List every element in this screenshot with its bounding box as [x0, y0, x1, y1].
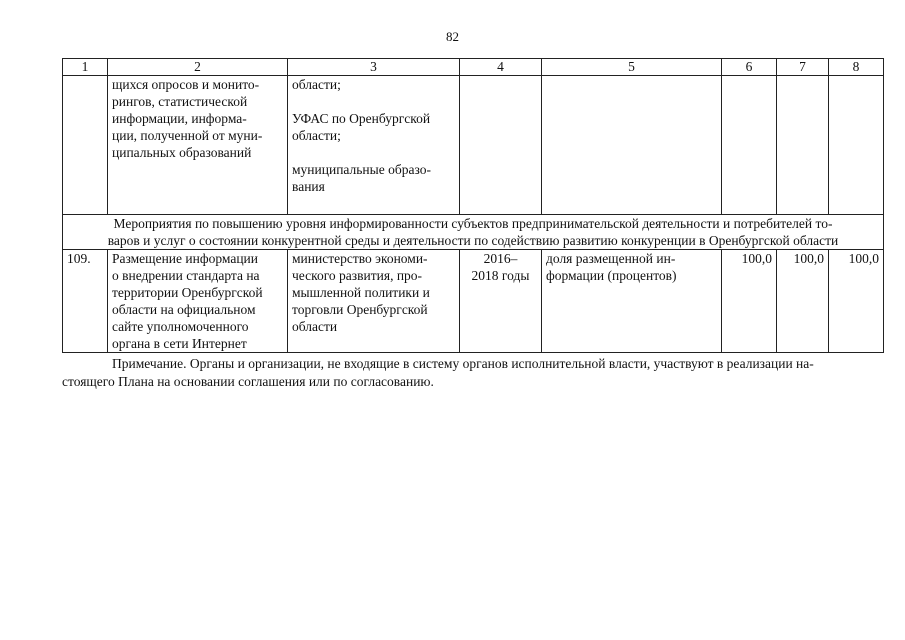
header-row — [63, 59, 884, 76]
continued-measure: щихся опросов и монито- рингов, статистической информации, информа- ции, полученной от муни- ципальных образований — [108, 76, 288, 215]
continued-col-6 — [722, 76, 777, 215]
note-text: Примечание. Органы и организации, не входящие в систему органов исполнительной власти, участвуют в реализации на- стоящего Плана на основании соглашения или по согласованию. — [62, 356, 814, 389]
header-col-7: 7 — [777, 59, 829, 76]
header-col-3: 3 — [288, 59, 460, 76]
section-row — [63, 215, 884, 250]
row-executor: министерство экономи- ческого развития, про- мышленной политики и торговли Оренбургской области — [288, 250, 460, 353]
table-row-109 — [63, 250, 884, 353]
continued-executor: области; УФАС по Оренбургской области; муниципальные образо- вания — [288, 76, 460, 215]
header-col-6: 6 — [722, 59, 777, 76]
header-col-5: 5 — [542, 59, 722, 76]
header-col-4: 4 — [460, 59, 542, 76]
continued-col-8 — [829, 76, 884, 215]
table-row-continued — [63, 76, 884, 215]
section-title: Мероприятия по повышению уровня информированности субъектов предпринимательской деятельности и потребителей то- варов и услуг о состоянии конкурентной среды и деятельности по содействию развитию конкуренции в Оренбургской области — [63, 215, 884, 250]
note-paragraph — [62, 355, 887, 391]
continued-col-4 — [460, 76, 542, 215]
row-value-7: 100,0 — [777, 250, 829, 353]
row-period: 2016– 2018 годы — [460, 250, 542, 353]
row-value-6: 100,0 — [722, 250, 777, 353]
continued-col-7 — [777, 76, 829, 215]
row-measure: Размещение информации о внедрении стандарта на территории Оренбургской области на официальном сайте уполномоченного органа в сети Интернет — [108, 250, 288, 353]
continued-col-1 — [63, 76, 108, 215]
header-col-1: 1 — [63, 59, 108, 76]
row-indicator: доля размещенной ин- формации (процентов) — [542, 250, 722, 353]
row-number: 109. — [63, 250, 108, 353]
header-col-8: 8 — [829, 59, 884, 76]
header-col-2: 2 — [108, 59, 288, 76]
continued-col-5 — [542, 76, 722, 215]
plan-table — [62, 58, 884, 353]
page-number: 82 — [446, 29, 459, 44]
row-value-8: 100,0 — [829, 250, 884, 353]
